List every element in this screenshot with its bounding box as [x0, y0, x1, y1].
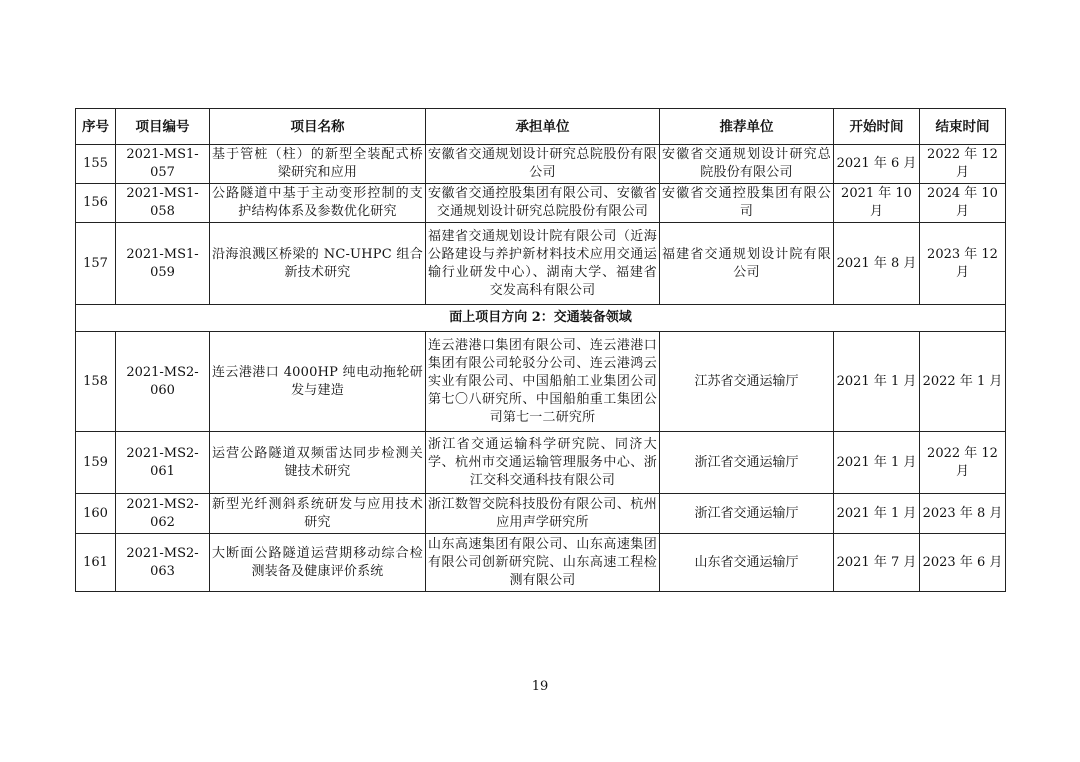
row-no: 156 [76, 184, 116, 223]
row-name: 新型光纤测斜系统研发与应用技术研究 [210, 494, 426, 534]
section-row [76, 305, 1006, 332]
table-row [76, 145, 1006, 184]
row-no: 160 [76, 494, 116, 534]
row-code: 2021-MS2-060 [116, 332, 210, 432]
row-code: 2021-MS1-057 [116, 145, 210, 184]
row-name: 连云港港口 4000HP 纯电动拖轮研发与建造 [210, 332, 426, 432]
row-start: 2021 年 6 月 [834, 145, 920, 184]
row-undertaker: 浙江数智交院科技股份有限公司、杭州应用声学研究所 [426, 494, 660, 534]
row-undertaker: 福建省交通规划设计院有限公司（近海公路建设与养护新材料技术应用交通运输行业研发中心）、湖南大学、福建省交发高科有限公司 [426, 223, 660, 305]
row-end: 2023 年 8 月 [920, 494, 1006, 534]
row-code: 2021-MS2-061 [116, 432, 210, 494]
row-end: 2023 年 6 月 [920, 534, 1006, 592]
row-code: 2021-MS2-063 [116, 534, 210, 592]
section-title: 面上项目方向 2：交通装备领域 [76, 305, 1006, 332]
row-name: 运营公路隧道双频雷达同步检测关键技术研究 [210, 432, 426, 494]
header-recommender: 推荐单位 [660, 109, 834, 145]
row-start: 2021 年 10 月 [834, 184, 920, 223]
row-no: 158 [76, 332, 116, 432]
table-row [76, 494, 1006, 534]
row-end: 2024 年 10 月 [920, 184, 1006, 223]
table-row [76, 332, 1006, 432]
table-row [76, 223, 1006, 305]
row-name: 基于管桩（柱）的新型全装配式桥梁研究和应用 [210, 145, 426, 184]
row-recommender: 安徽省交通控股集团有限公司 [660, 184, 834, 223]
table-row [76, 432, 1006, 494]
row-recommender: 江苏省交通运输厅 [660, 332, 834, 432]
header-code: 项目编号 [116, 109, 210, 145]
table-row [76, 184, 1006, 223]
row-start: 2021 年 7 月 [834, 534, 920, 592]
project-table [75, 108, 1006, 592]
row-undertaker: 安徽省交通规划设计研究总院股份有限公司 [426, 145, 660, 184]
row-name: 大断面公路隧道运营期移动综合检测装备及健康评价系统 [210, 534, 426, 592]
row-undertaker: 连云港港口集团有限公司、连云港港口集团有限公司轮驳分公司、连云港鸿云实业有限公司、中国船舶工业集团公司第七〇八研究所、中国船舶重工集团公司第七一二研究所 [426, 332, 660, 432]
header-no: 序号 [76, 109, 116, 145]
row-end: 2022 年 12 月 [920, 432, 1006, 494]
row-end: 2023 年 12 月 [920, 223, 1006, 305]
row-code: 2021-MS1-058 [116, 184, 210, 223]
row-recommender: 福建省交通规划设计院有限公司 [660, 223, 834, 305]
row-code: 2021-MS2-062 [116, 494, 210, 534]
row-undertaker: 山东高速集团有限公司、山东高速集团有限公司创新研究院、山东高速工程检测有限公司 [426, 534, 660, 592]
row-recommender: 山东省交通运输厅 [660, 534, 834, 592]
row-recommender: 浙江省交通运输厅 [660, 432, 834, 494]
row-no: 155 [76, 145, 116, 184]
table-header-row [76, 109, 1006, 145]
row-recommender: 安徽省交通规划设计研究总院股份有限公司 [660, 145, 834, 184]
row-start: 2021 年 1 月 [834, 494, 920, 534]
row-end: 2022 年 12 月 [920, 145, 1006, 184]
row-no: 157 [76, 223, 116, 305]
row-no: 159 [76, 432, 116, 494]
row-name: 公路隧道中基于主动变形控制的支护结构体系及参数优化研究 [210, 184, 426, 223]
row-start: 2021 年 8 月 [834, 223, 920, 305]
row-recommender: 浙江省交通运输厅 [660, 494, 834, 534]
page-number: 19 [531, 679, 549, 694]
row-start: 2021 年 1 月 [834, 332, 920, 432]
header-end: 结束时间 [920, 109, 1006, 145]
row-code: 2021-MS1-059 [116, 223, 210, 305]
header-name: 项目名称 [210, 109, 426, 145]
row-no: 161 [76, 534, 116, 592]
table-row [76, 534, 1006, 592]
header-start: 开始时间 [834, 109, 920, 145]
row-start: 2021 年 1 月 [834, 432, 920, 494]
row-undertaker: 浙江省交通运输科学研究院、同济大学、杭州市交通运输管理服务中心、浙江交科交通科技有限公司 [426, 432, 660, 494]
header-undertaker: 承担单位 [426, 109, 660, 145]
row-name: 沿海浪溅区桥梁的 NC-UHPC 组合新技术研究 [210, 223, 426, 305]
row-undertaker: 安徽省交通控股集团有限公司、安徽省交通规划设计研究总院股份有限公司 [426, 184, 660, 223]
row-end: 2022 年 1 月 [920, 332, 1006, 432]
